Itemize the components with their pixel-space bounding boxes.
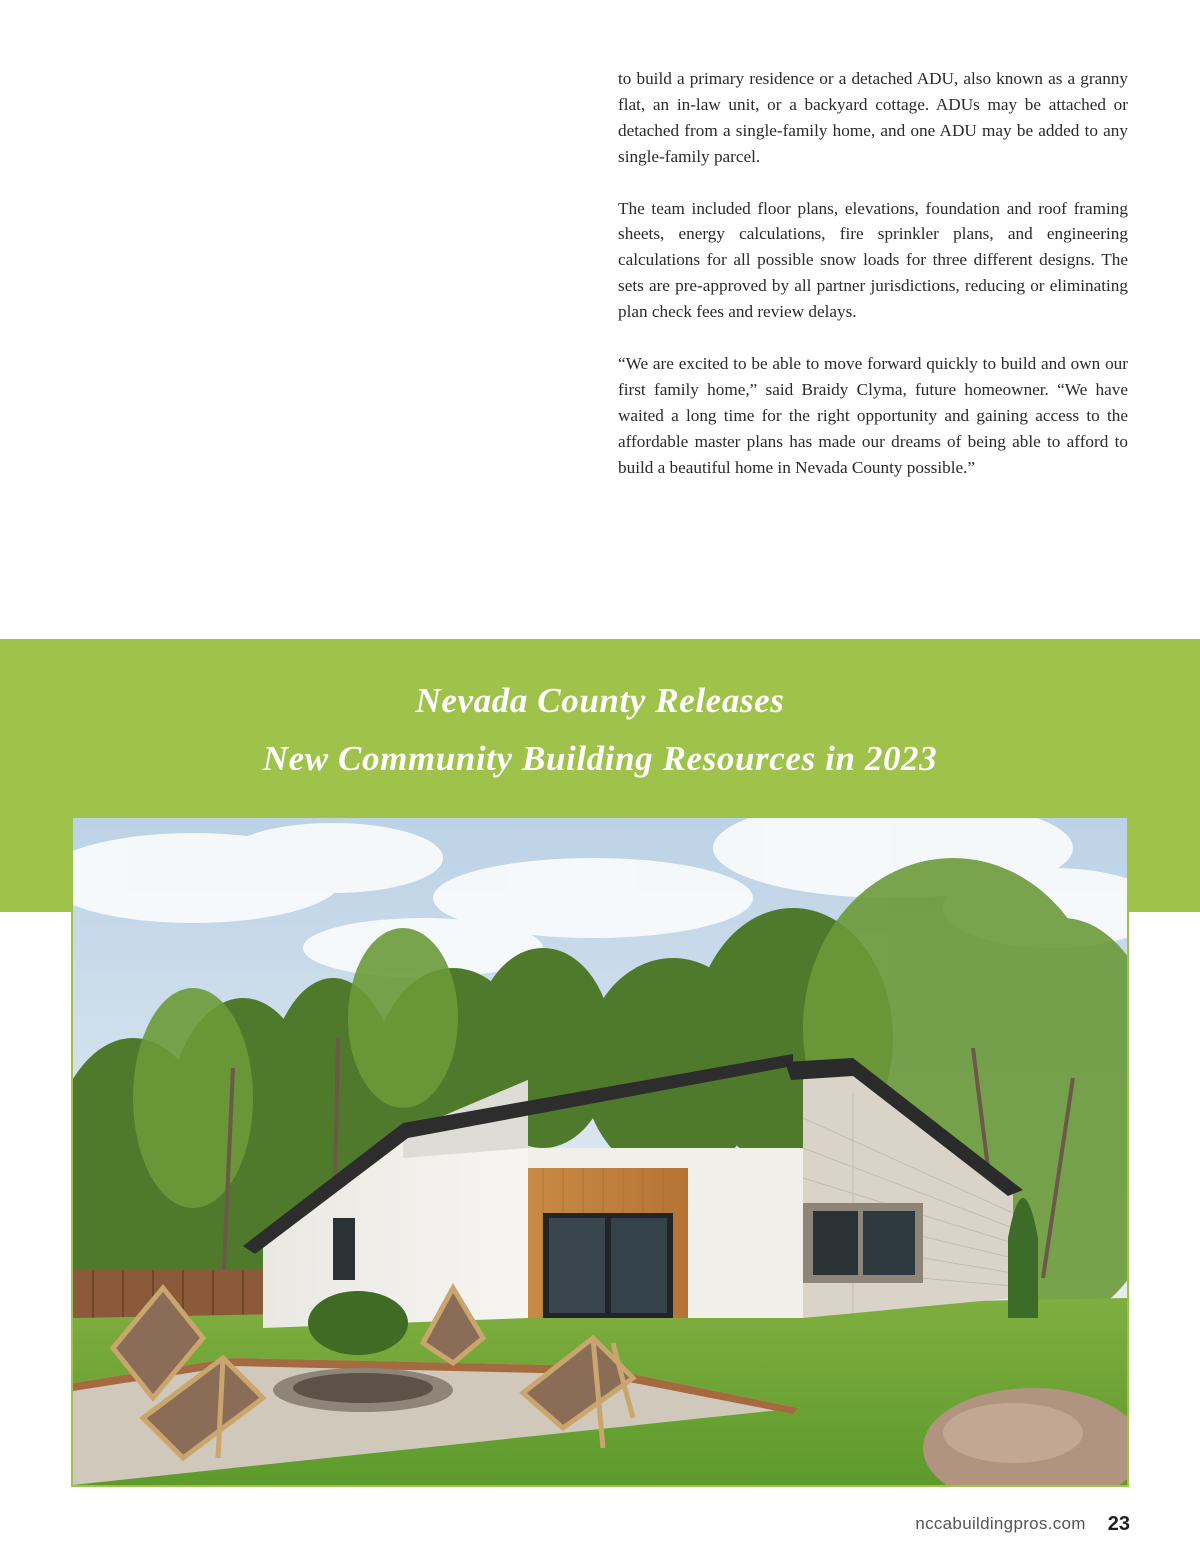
house-rendering-photo (71, 816, 1129, 1487)
house-illustration (73, 818, 1127, 1485)
page-footer (915, 1508, 1130, 1540)
article-paragraph-1: to build a primary residence or a detached ADU, also known as a granny flat, an in-law unit, or a backyard cottage. ADUs may be attached or detached from a single-family home, and one ADU may be added to any single-family parcel. (618, 69, 1128, 166)
footer-website: nccabuildingpros.com (915, 1514, 1086, 1533)
headline-line-2: New Community Building Resources in 2023 (262, 739, 938, 778)
article-paragraph-3: “We are excited to be able to move forward quickly to build and own our first family home,” said Braidy Clyma, future homeowner. “We have waited a long time for the right opportunity and gaining access to the affordable master plans has made our dreams of being able to afford to build a beautiful home in Nevada County possible.” (618, 353, 1128, 477)
article-body (618, 66, 1128, 506)
headline-line-1: Nevada County Releases (415, 681, 785, 720)
article-paragraph-2: The team included floor plans, elevations, foundation and roof framing sheets, energy calculations, fire sprinkler plans, and engineering calculations for all possible snow loads for three different designs. The sets are pre-approved by all partner jurisdictions, reducing or eliminating plan check fees and review delays. (618, 198, 1128, 322)
feature-headline (0, 672, 1200, 788)
page-number: 23 (1107, 1512, 1130, 1535)
